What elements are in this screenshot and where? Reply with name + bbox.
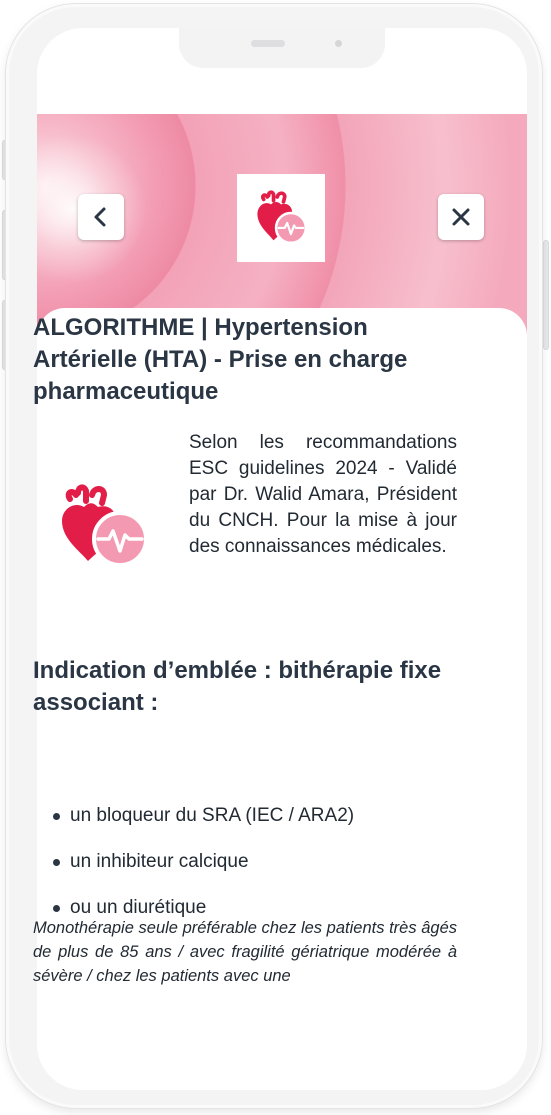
close-icon bbox=[449, 205, 473, 229]
close-button[interactable] bbox=[438, 194, 484, 240]
section-heading: Indication d’emblée : bithérapie fixe associant : bbox=[33, 657, 442, 716]
bullet-dot bbox=[53, 859, 60, 866]
page-title: ALGORITHME | Hypertension Artérielle (HTA) - Prise en charge pharmaceutique bbox=[33, 314, 408, 405]
back-button[interactable] bbox=[78, 194, 124, 240]
camera bbox=[335, 40, 342, 47]
power-button bbox=[543, 240, 549, 350]
notch bbox=[179, 28, 385, 68]
bullet-dot bbox=[53, 905, 60, 912]
chevron-left-icon bbox=[89, 205, 113, 229]
note-text: Monothérapie seule préférable chez les patients très âgés de plus de 85 ans / avec fragilité gériatrique modérée à sévère / chez les patients avec une bbox=[33, 919, 457, 985]
speaker bbox=[251, 40, 285, 47]
heart-pulse-icon bbox=[52, 481, 152, 571]
heart-pulse-icon bbox=[250, 187, 312, 249]
list-item: un bloqueur du SRA (IEC / ARA2) bbox=[70, 805, 354, 827]
list-item: ou un diurétique bbox=[70, 897, 206, 919]
bullet-dot bbox=[53, 813, 60, 820]
list-item: un inhibiteur calcique bbox=[70, 851, 249, 873]
app-logo bbox=[237, 174, 325, 262]
intro-text: Selon les recommandations ESC guidelines 2024 - Validé par Dr. Walid Amara, Président du CNCH. Pour la mise à jour des connaissances médicales. bbox=[189, 432, 457, 557]
